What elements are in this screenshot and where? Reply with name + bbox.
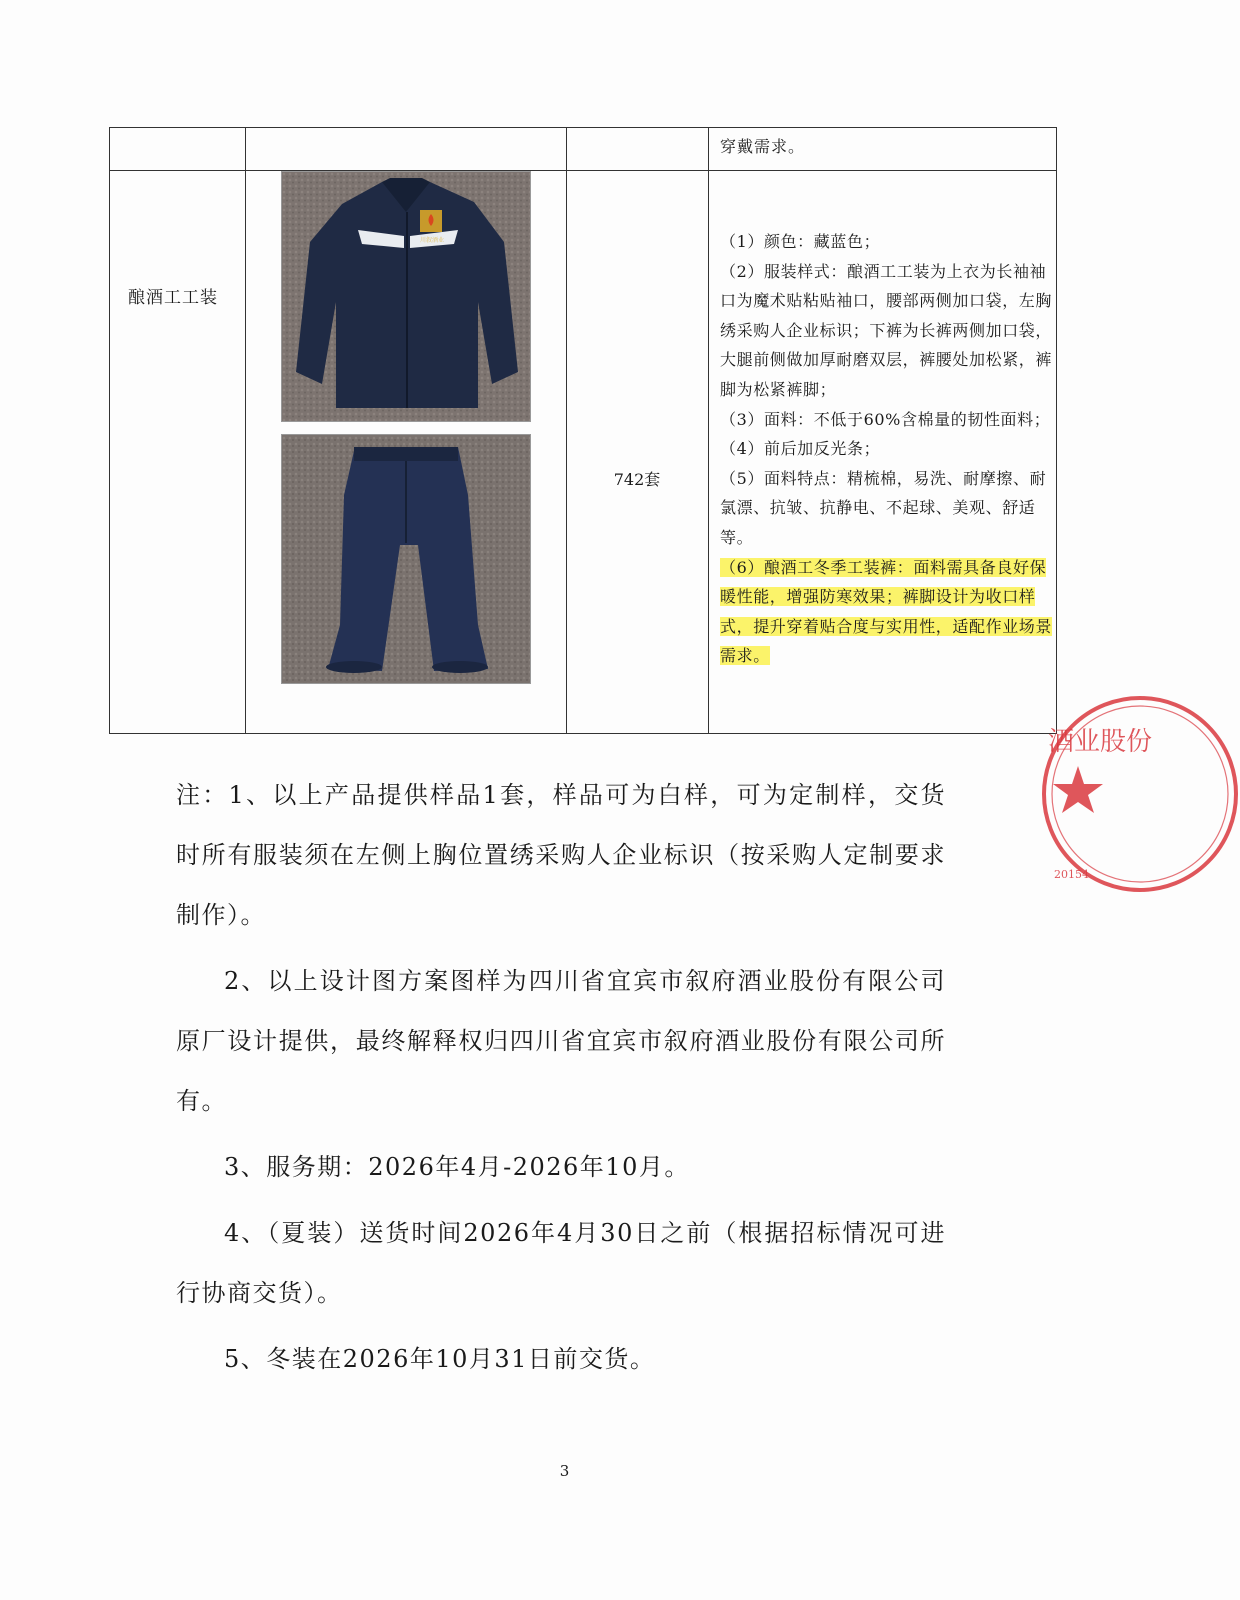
column-divider [708, 128, 709, 170]
note-4: 4、（夏装）送货时间2026年4月30日之前（根据招标情况可进行协商交货）。 [176, 1219, 946, 1307]
desc-line: （1）颜色：藏蓝色； [720, 232, 881, 251]
jacket-logo-text: 川叙酒业 [420, 237, 445, 244]
spec-table [109, 127, 1057, 734]
pants-photo [281, 434, 531, 684]
column-divider [566, 128, 567, 170]
company-seal-stamp [1040, 684, 1153, 904]
note-1: 注：1、以上产品提供样品1套，样品可为白样，可为定制样，交货时所有服装须在左侧上胸位置绣采购人企业标识（按采购人定制要求制作）。 [176, 781, 946, 929]
column-divider [566, 171, 567, 733]
column-divider [245, 171, 246, 733]
desc-line: （3）面料：不低于60%含棉量的韧性面料； [720, 409, 1051, 429]
page-number: 3 [559, 1462, 570, 1480]
table-row-continuation [109, 127, 1057, 171]
stamp-text: 酒业股份 [1048, 727, 1153, 757]
item-name: 酿酒工工装 [128, 288, 218, 308]
quantity: 742套 [613, 470, 661, 489]
desc-line: （2）服装样式：酿酒工工装为上衣为长袖袖口为魔术贴粘贴袖口，腰部两侧加口袋，左胸绣采购人企业标识；下裤为长裤两侧加口袋，大腿前侧做加厚耐磨双层，裤腰处加松紧，裤脚为松紧裤脚； [720, 261, 1053, 399]
desc-line: （5）面料特点：精梳棉，易洗、耐摩擦、耐氯漂、抗皱、抗静电、不起球、美观、舒适等。 [720, 468, 1047, 547]
note-2: 2、以上设计图方案图样为四川省宜宾市叙府酒业股份有限公司原厂设计提供，最终解释权归四川省宜宾市叙府酒业股份有限公司所有。 [176, 967, 946, 1115]
column-divider [708, 171, 709, 733]
column-divider [245, 128, 246, 170]
note-5: 5、冬装在2026年10月31日前交货。 [224, 1345, 656, 1373]
continued-description: 穿戴需求。 [720, 137, 806, 156]
jacket-photo [281, 171, 531, 422]
desc-line: （4）前后加反光条； [720, 439, 881, 459]
item-description [720, 227, 1055, 671]
note-3: 3、服务期：2026年4月-2026年10月。 [224, 1153, 690, 1181]
notes-section [176, 765, 946, 1395]
stamp-number: 20154 [1054, 868, 1089, 881]
highlighted-desc-line: （6）酿酒工冬季工装裤：面料需具备良好保暖性能，增强防寒效果；裤脚设计为收口样式，提升穿着贴合度与实用性，适配作业场景需求。 [720, 557, 1053, 666]
table-row-item [109, 171, 1057, 734]
